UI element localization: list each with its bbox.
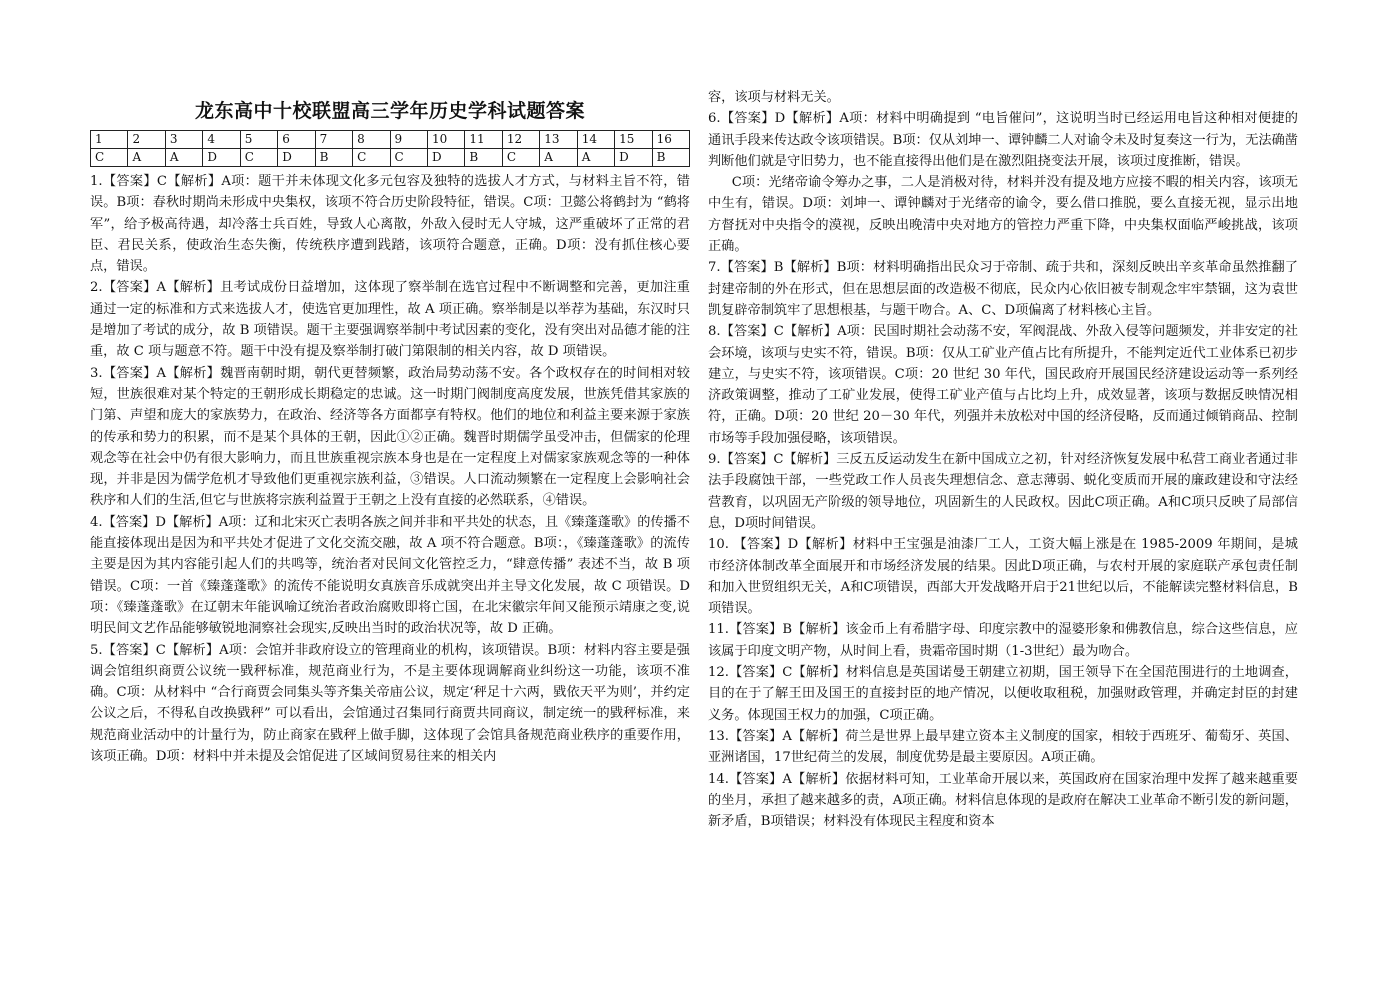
explanation-q2: 2.【答案】A【解析】且考试成份日益增加，这体现了察举制在选官过程中不断调整和完善，更加注重通过一定的标准和方式来选拔人才，使选官更加理性，故 A 项正确。察举制是以举荐为基础，东汉时只是增加了考试的成分，故 B 项错误。题干主要强调察举制中考试因素的变化，没有突出对品德才能的注重，故 C 项与题意不符。题干中没有提及察举制打破门第限制的相关内容，故 D 项错误。	[90, 280, 690, 360]
question-number: 3	[165, 131, 202, 149]
answer-letter: D	[203, 149, 240, 167]
answer-table-number-row	[91, 131, 690, 149]
question-number: 16	[652, 131, 689, 149]
explanation-q6: 6.【答案】D【解析】A项：材料中明确提到 “电旨催问”，这说明当时已经运用电旨这种相对便捷的通讯手段来传达政令该项错误。B项：仅从刘坤一、谭钟麟二人对谕令未及时复奏这一行为，无法确凿判断他们就是守旧势力，也不能直接得出他们是在激烈阻挠变法开展，该项过度推断，错误。	[708, 111, 1298, 169]
answer-table	[90, 130, 690, 167]
answer-letter: C	[353, 149, 390, 167]
answer-table-answer-row	[91, 149, 690, 167]
answer-letter: B	[652, 149, 689, 167]
question-number: 6	[278, 131, 315, 149]
explanation-q5-continued: 容，该项与材料无关。	[708, 90, 840, 105]
answer-letter: C	[390, 149, 427, 167]
answer-letter: D	[615, 149, 652, 167]
answer-letter: D	[427, 149, 464, 167]
explanation-q8: 8.【答案】C【解析】A项：民国时期社会动荡不安，军阀混战、外敌入侵等问题频发，并非安定的社会环境，该项与史实不符，错误。B项：仅从工矿业产值占比有所提升，不能判定近代工业体系已初步建立，与史实不符，该项错误。C项：20 世纪 30 年代，国民政府开展国民经济建设运动等一系列经济政策调整，推动了工矿业发展，使得工矿业产值与占比均上升，成效显著，该项与数据反映情况相符，正确。D项：20 世纪 20－30 年代，列强并未放松对中国的经济侵略，反而通过倾销商品、控制市场等手段加强侵略，该项错误。	[708, 324, 1298, 446]
answer-letter: C	[240, 149, 277, 167]
explanation-q13: 13.【答案】A【解析】荷兰是世界上最早建立资本主义制度的国家，相较于西班牙、葡萄牙、英国、亚洲诸国，17世纪荷兰的发展，制度优势是最主要原因。A项正确。	[708, 728, 1298, 766]
answer-letter: A	[128, 149, 165, 167]
explanation-q3: 3.【答案】A【解析】魏晋南朝时期，朝代更替频繁，政治局势动荡不安。各个政权存在的时间相对较短，世族很难对某个特定的王朝形成长期稳定的忠诚。这一时期门阀制度高度发展，世族凭借其家族的门第、声望和庞大的家族势力，在政治、经济等各方面都享有特权。他们的地位和利益主要来源于家族的传承和势力的积累，而不是某个具体的王朝，因此①②正确。魏晋时期儒学虽受冲击，但儒家的伦理观念等在社会中仍有很大影响力，而且世族重视宗族本身也是在一定程度上对儒家家族观念等的一种体现，并非是因为儒学危机才导致他们更重视宗族利益，③错误。人口流动频繁在一定程度上会影响社会秩序和人们的生活,但它与世族将宗族利益置于王朝之上没有直接的必然联系，④错误。	[90, 365, 690, 509]
question-number: 11	[465, 131, 502, 149]
page-title: 龙东高中十校联盟高三学年历史学科试题答案	[194, 100, 585, 122]
right-explanations	[708, 87, 1298, 832]
question-number: 13	[540, 131, 577, 149]
answer-letter: A	[540, 149, 577, 167]
explanation-q14: 14.【答案】A【解析】依据材料可知，工业革命开展以来，英国政府在国家治理中发挥了越来越重要的坐月，承担了越来越多的责，A项正确。材料信息体现的是政府在解决工业革命不断引发的新问题，新矛盾，B项错误；材料没有体现民主程度和资本	[708, 771, 1298, 830]
answer-letter: C	[502, 149, 539, 167]
question-number: 15	[615, 131, 652, 149]
question-number: 2	[128, 131, 165, 149]
explanation-q6-part2: C项：光绪帝谕令筹办之事，二人是消极对待，材料并没有提及地方应接不暇的相关内容，该项无中生有，错误。D项：刘坤一、谭钟麟对于光绪帝的谕令，要么借口推脱，要么直接无视，显示出地方督抚对中央指令的漠视，反映出晚清中央对地方的管控力严重下降，中央集权面临严峻挑战，该项正确。	[708, 175, 1298, 255]
answer-letter: C	[91, 149, 128, 167]
answer-letter: B	[315, 149, 352, 167]
explanation-q10: 10. 【答案】D【解析】材料中王宝强是油漆厂工人，工资大幅上涨是在 1985-2009 年期间，是城市经济体制改革全面展开和市场经济发展的结果。因此D项正确，与农村开展的家庭联产承包责任制和加入世贸组织无关，A和C项错误，西部大开发战略开启于21世纪以后，不能解读完整材料信息，B项错误。	[708, 537, 1298, 617]
left-explanations	[90, 171, 690, 767]
explanation-q7: 7.【答案】B【解析】B项：材料明确指出民众习于帝制、疏于共和，深刻反映出辛亥革命虽然推翻了封建帝制的外在形式，但在思想层面的改造极不彻底，民众内心依旧被专制观念牢牢禁锢，这为袁世凯复辟帝制筑牢了思想根基，与题干吻合。A、C、D项偏离了材料核心主旨。	[708, 260, 1298, 318]
answer-letter: D	[278, 149, 315, 167]
question-number: 5	[240, 131, 277, 149]
explanation-q12: 12.【答案】C【解析】材料信息是英国诺曼王朝建立初期，国王领导下在全国范围进行的土地调查，目的在于了解王田及国王的直接封臣的地产情况，以便收取租税，加强财政管理，并确定封臣的封建义务。体现国王权力的加强，C项正确。	[708, 665, 1298, 723]
question-number: 7	[315, 131, 352, 149]
question-number: 4	[203, 131, 240, 149]
explanation-q1: 1.【答案】C【解析】A项：题干并未体现文化多元包容及独特的选拔人才方式，与材料主旨不符，错误。B项：春秋时期尚未形成中央集权，该项不符合历史阶段特征，错误。C项：卫懿公将鹤封为 “鹤将军”，给予极高待遇，却冷落士兵百姓，导致人心离散，外敌入侵时无人守城，这严重破坏了正常的君臣、君民关系，使政治生态失衡，传统秩序遭到践踏，该项符合题意，正确。D项：没有抓住核心要点，错误。	[90, 174, 690, 275]
question-number: 10	[427, 131, 464, 149]
explanation-q5: 5.【答案】C【解析】A项：会馆并非政府设立的管理商业的机构，该项错误。B项：材料内容主要是强调会馆组织商贾公议统一戥秤标准，规范商业行为，不是主要体现调解商业纠纷这一功能，该项不准确。C项：从材料中 “合行商贾会同集头等齐集关帝庙公议，规定‘秤足十六两，戥依天平为则’，并约定公议之后，不得私自改换戥秤” 可以看出，会馆通过召集同行商贾共同商议，制定统一的戥秤标准，来规范商业活动中的计量行为，防止商家在戥秤上做手脚，这体现了会馆具备规范商业秩序的重要作用，该项正确。D项：材料中并未提及会馆促进了区域间贸易往来的相关内	[90, 642, 690, 765]
question-number: 9	[390, 131, 427, 149]
question-number: 14	[577, 131, 614, 149]
question-number: 8	[353, 131, 390, 149]
question-number: 1	[91, 131, 128, 149]
explanation-q11: 11.【答案】B【解析】该金币上有希腊字母、印度宗教中的湿婆形象和佛教信息，综合这些信息，应该属于印度文明产物，从时间上看，贵霜帝国时期（1-3世纪）最为吻合。	[708, 622, 1298, 659]
answer-letter: A	[165, 149, 202, 167]
explanation-q9: 9.【答案】C【解析】三反五反运动发生在新中国成立之初，针对经济恢复发展中私营工商业者通过非法手段腐蚀干部，一些党政工作人员丧失理想信念、意志薄弱、蜕化变质而开展的廉政建设和守法经营教育，以巩固无产阶级的领导地位，巩固新生的人民政权。因此C项正确。A和C项只反映了局部信息，D项时间错误。	[708, 452, 1298, 531]
answer-letter: B	[465, 149, 502, 167]
answer-letter: A	[577, 149, 614, 167]
explanation-q4: 4.【答案】D【解析】A项：辽和北宋灭亡表明各族之间并非和平共处的状态，且《臻蓬蓬歌》的传播不能直接体现出是因为和平共处才促进了文化交流交融，故 A 项不符合题意。B项：，《臻蓬蓬歌》的流传主要是因为其内容能引起人们的共鸣等，统治者对民间文化管控乏力，“肆意传播” 表述不当，故 B 项错误。C项：一首《臻蓬蓬歌》的流传不能说明女真族音乐成就突出并主导文化发展，故 C 项错误。D项：《臻蓬蓬歌》在辽朝末年能讽喻辽统治者政治腐败即将亡国，在北宋徽宗年间又能预示靖康之变,说明民间文艺作品能够敏锐地洞察社会现实,反映出当时的政治状况等，故 D 正确。	[90, 514, 690, 637]
question-number: 12	[502, 131, 539, 149]
